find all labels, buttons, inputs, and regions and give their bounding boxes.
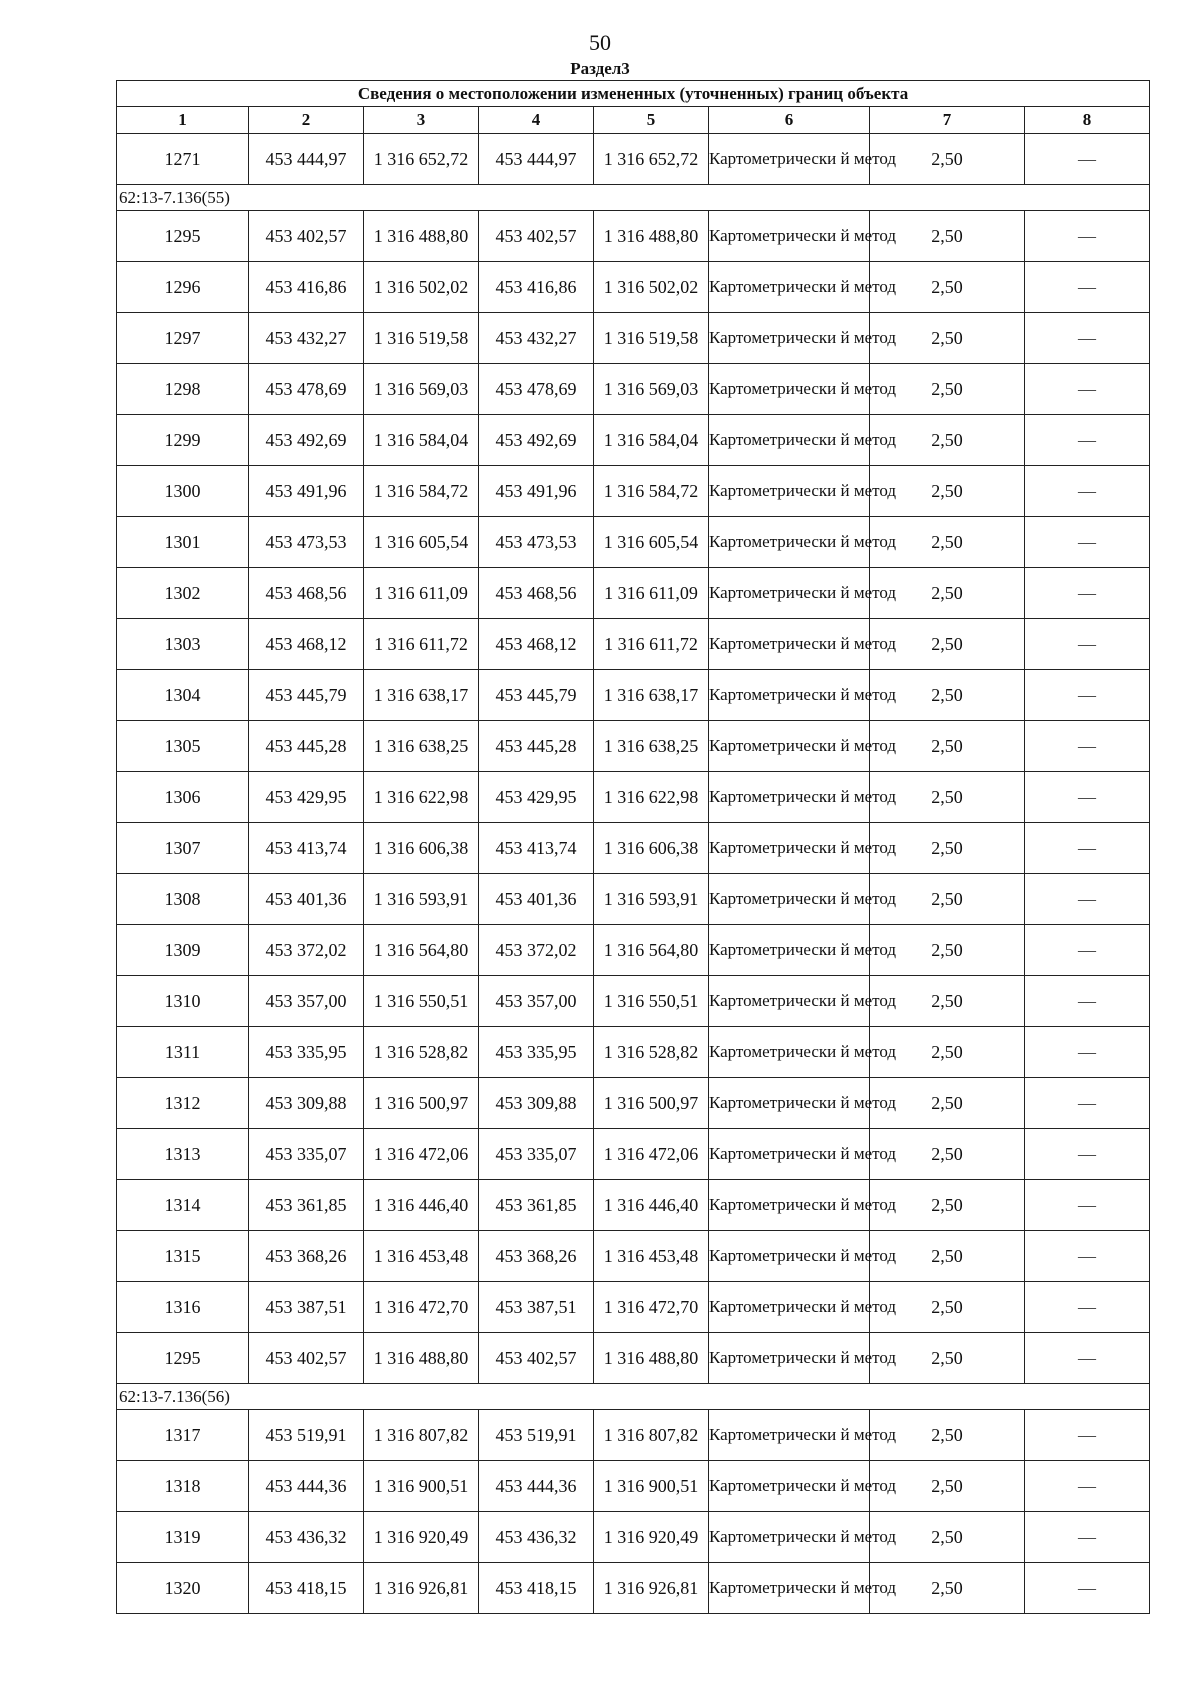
cell-point-number: 1299 bbox=[117, 415, 249, 466]
cell-y-new: 1 316 528,82 bbox=[594, 1027, 709, 1078]
cell-y-new: 1 316 488,80 bbox=[594, 211, 709, 262]
cell-x-new: 453 418,15 bbox=[479, 1563, 594, 1614]
cell-point-number: 1300 bbox=[117, 466, 249, 517]
table-row bbox=[117, 1231, 1150, 1282]
cell-method: Картометрически й метод bbox=[709, 619, 870, 670]
table-row bbox=[117, 415, 1150, 466]
cell-y-existing: 1 316 500,97 bbox=[364, 1078, 479, 1129]
cell-x-existing: 453 361,85 bbox=[249, 1180, 364, 1231]
cell-y-new: 1 316 584,04 bbox=[594, 415, 709, 466]
cell-accuracy: 2,50 bbox=[870, 415, 1025, 466]
cell-note: — bbox=[1025, 1512, 1150, 1563]
table-row bbox=[117, 925, 1150, 976]
cell-note: — bbox=[1025, 925, 1150, 976]
table-title: Сведения о местоположении измененных (уточненных) границ объекта bbox=[117, 81, 1150, 107]
cell-method: Картометрически й метод bbox=[709, 772, 870, 823]
cell-method: Картометрически й метод bbox=[709, 823, 870, 874]
cell-y-new: 1 316 807,82 bbox=[594, 1410, 709, 1461]
group-label-row bbox=[117, 185, 1150, 211]
cell-y-existing: 1 316 606,38 bbox=[364, 823, 479, 874]
cell-note: — bbox=[1025, 1231, 1150, 1282]
cell-x-new: 453 468,56 bbox=[479, 568, 594, 619]
cell-accuracy: 2,50 bbox=[870, 517, 1025, 568]
column-number-1: 1 bbox=[117, 107, 249, 134]
cell-accuracy: 2,50 bbox=[870, 1333, 1025, 1384]
table-row bbox=[117, 1282, 1150, 1333]
cell-y-existing: 1 316 584,72 bbox=[364, 466, 479, 517]
cell-y-existing: 1 316 605,54 bbox=[364, 517, 479, 568]
column-number-8: 8 bbox=[1025, 107, 1150, 134]
cell-y-new: 1 316 605,54 bbox=[594, 517, 709, 568]
cell-y-existing: 1 316 488,80 bbox=[364, 1333, 479, 1384]
table-row bbox=[117, 670, 1150, 721]
cell-y-new: 1 316 606,38 bbox=[594, 823, 709, 874]
cell-y-existing: 1 316 900,51 bbox=[364, 1461, 479, 1512]
table-row bbox=[117, 1180, 1150, 1231]
cell-y-existing: 1 316 593,91 bbox=[364, 874, 479, 925]
cell-note: — bbox=[1025, 1461, 1150, 1512]
cell-accuracy: 2,50 bbox=[870, 134, 1025, 185]
cell-method: Картометрически й метод bbox=[709, 262, 870, 313]
cell-point-number: 1304 bbox=[117, 670, 249, 721]
column-number-7: 7 bbox=[870, 107, 1025, 134]
cell-y-new: 1 316 472,06 bbox=[594, 1129, 709, 1180]
cell-x-new: 453 445,79 bbox=[479, 670, 594, 721]
cell-method: Картометрически й метод bbox=[709, 1027, 870, 1078]
cell-note: — bbox=[1025, 874, 1150, 925]
cell-y-existing: 1 316 564,80 bbox=[364, 925, 479, 976]
cell-method: Картометрически й метод bbox=[709, 925, 870, 976]
cell-method: Картометрически й метод bbox=[709, 1282, 870, 1333]
cell-point-number: 1317 bbox=[117, 1410, 249, 1461]
cell-method: Картометрически й метод bbox=[709, 364, 870, 415]
column-number-2: 2 bbox=[249, 107, 364, 134]
cell-accuracy: 2,50 bbox=[870, 721, 1025, 772]
cell-point-number: 1318 bbox=[117, 1461, 249, 1512]
cell-method: Картометрически й метод bbox=[709, 517, 870, 568]
cell-accuracy: 2,50 bbox=[870, 1461, 1025, 1512]
cell-point-number: 1297 bbox=[117, 313, 249, 364]
cell-x-existing: 453 468,12 bbox=[249, 619, 364, 670]
column-number-6: 6 bbox=[709, 107, 870, 134]
cell-y-existing: 1 316 807,82 bbox=[364, 1410, 479, 1461]
cell-y-existing: 1 316 584,04 bbox=[364, 415, 479, 466]
cell-y-new: 1 316 611,72 bbox=[594, 619, 709, 670]
cell-point-number: 1311 bbox=[117, 1027, 249, 1078]
cell-x-new: 453 444,36 bbox=[479, 1461, 594, 1512]
cell-accuracy: 2,50 bbox=[870, 1129, 1025, 1180]
table-row bbox=[117, 1461, 1150, 1512]
cell-method: Картометрически й метод bbox=[709, 466, 870, 517]
cell-point-number: 1306 bbox=[117, 772, 249, 823]
cell-method: Картометрически й метод bbox=[709, 211, 870, 262]
cell-method: Картометрически й метод bbox=[709, 313, 870, 364]
cell-y-new: 1 316 920,49 bbox=[594, 1512, 709, 1563]
cell-x-new: 453 335,07 bbox=[479, 1129, 594, 1180]
cell-method: Картометрически й метод bbox=[709, 1563, 870, 1614]
cell-note: — bbox=[1025, 619, 1150, 670]
cell-accuracy: 2,50 bbox=[870, 823, 1025, 874]
table-row bbox=[117, 1410, 1150, 1461]
section-label: Раздел3 bbox=[570, 59, 630, 78]
cell-note: — bbox=[1025, 262, 1150, 313]
cell-x-new: 453 444,97 bbox=[479, 134, 594, 185]
cell-x-existing: 453 491,96 bbox=[249, 466, 364, 517]
cell-note: — bbox=[1025, 466, 1150, 517]
cell-y-existing: 1 316 472,06 bbox=[364, 1129, 479, 1180]
cell-x-existing: 453 413,74 bbox=[249, 823, 364, 874]
cell-note: — bbox=[1025, 823, 1150, 874]
cell-y-existing: 1 316 528,82 bbox=[364, 1027, 479, 1078]
cell-x-new: 453 468,12 bbox=[479, 619, 594, 670]
cell-y-existing: 1 316 622,98 bbox=[364, 772, 479, 823]
cell-accuracy: 2,50 bbox=[870, 313, 1025, 364]
cell-y-new: 1 316 502,02 bbox=[594, 262, 709, 313]
cell-point-number: 1302 bbox=[117, 568, 249, 619]
cell-x-existing: 453 444,36 bbox=[249, 1461, 364, 1512]
table-row bbox=[117, 1333, 1150, 1384]
cell-y-new: 1 316 584,72 bbox=[594, 466, 709, 517]
cell-x-new: 453 519,91 bbox=[479, 1410, 594, 1461]
table-row bbox=[117, 1512, 1150, 1563]
table-row bbox=[117, 134, 1150, 185]
cell-x-new: 453 309,88 bbox=[479, 1078, 594, 1129]
cell-y-existing: 1 316 472,70 bbox=[364, 1282, 479, 1333]
table-row bbox=[117, 874, 1150, 925]
cell-accuracy: 2,50 bbox=[870, 1410, 1025, 1461]
cell-x-new: 453 432,27 bbox=[479, 313, 594, 364]
cell-note: — bbox=[1025, 721, 1150, 772]
cell-note: — bbox=[1025, 517, 1150, 568]
cell-point-number: 1296 bbox=[117, 262, 249, 313]
cell-x-existing: 453 418,15 bbox=[249, 1563, 364, 1614]
cell-point-number: 1319 bbox=[117, 1512, 249, 1563]
cell-method: Картометрически й метод bbox=[709, 721, 870, 772]
cell-x-new: 453 372,02 bbox=[479, 925, 594, 976]
cell-x-existing: 453 335,95 bbox=[249, 1027, 364, 1078]
cell-point-number: 1301 bbox=[117, 517, 249, 568]
cell-accuracy: 2,50 bbox=[870, 1027, 1025, 1078]
cell-accuracy: 2,50 bbox=[870, 619, 1025, 670]
cell-method: Картометрически й метод bbox=[709, 976, 870, 1027]
cell-note: — bbox=[1025, 1282, 1150, 1333]
cell-point-number: 1313 bbox=[117, 1129, 249, 1180]
table-row bbox=[117, 823, 1150, 874]
cell-point-number: 1308 bbox=[117, 874, 249, 925]
cell-point-number: 1295 bbox=[117, 211, 249, 262]
cell-x-existing: 453 309,88 bbox=[249, 1078, 364, 1129]
cell-x-new: 453 335,95 bbox=[479, 1027, 594, 1078]
cell-x-new: 453 445,28 bbox=[479, 721, 594, 772]
cell-y-existing: 1 316 488,80 bbox=[364, 211, 479, 262]
table-row bbox=[117, 721, 1150, 772]
table-row bbox=[117, 466, 1150, 517]
cell-y-existing: 1 316 569,03 bbox=[364, 364, 479, 415]
table-row bbox=[117, 517, 1150, 568]
cell-note: — bbox=[1025, 568, 1150, 619]
cell-y-existing: 1 316 611,72 bbox=[364, 619, 479, 670]
cell-x-new: 453 413,74 bbox=[479, 823, 594, 874]
cell-y-new: 1 316 472,70 bbox=[594, 1282, 709, 1333]
cell-note: — bbox=[1025, 211, 1150, 262]
cell-accuracy: 2,50 bbox=[870, 874, 1025, 925]
cell-note: — bbox=[1025, 670, 1150, 721]
cell-y-new: 1 316 446,40 bbox=[594, 1180, 709, 1231]
cell-accuracy: 2,50 bbox=[870, 976, 1025, 1027]
cell-x-existing: 453 357,00 bbox=[249, 976, 364, 1027]
table-row bbox=[117, 568, 1150, 619]
cell-method: Картометрически й метод bbox=[709, 1231, 870, 1282]
cell-point-number: 1316 bbox=[117, 1282, 249, 1333]
cell-x-existing: 453 445,79 bbox=[249, 670, 364, 721]
cell-note: — bbox=[1025, 772, 1150, 823]
table-row bbox=[117, 1563, 1150, 1614]
cell-note: — bbox=[1025, 1563, 1150, 1614]
table-row bbox=[117, 364, 1150, 415]
cell-method: Картометрически й метод bbox=[709, 1512, 870, 1563]
cell-y-new: 1 316 500,97 bbox=[594, 1078, 709, 1129]
cell-x-existing: 453 402,57 bbox=[249, 1333, 364, 1384]
cell-method: Картометрически й метод bbox=[709, 1078, 870, 1129]
cell-y-existing: 1 316 926,81 bbox=[364, 1563, 479, 1614]
table-row bbox=[117, 976, 1150, 1027]
cell-x-existing: 453 335,07 bbox=[249, 1129, 364, 1180]
cell-accuracy: 2,50 bbox=[870, 1282, 1025, 1333]
cell-y-new: 1 316 638,17 bbox=[594, 670, 709, 721]
cell-note: — bbox=[1025, 313, 1150, 364]
cell-y-existing: 1 316 638,17 bbox=[364, 670, 479, 721]
cell-accuracy: 2,50 bbox=[870, 772, 1025, 823]
cell-x-existing: 453 368,26 bbox=[249, 1231, 364, 1282]
cell-y-existing: 1 316 453,48 bbox=[364, 1231, 479, 1282]
cell-y-new: 1 316 519,58 bbox=[594, 313, 709, 364]
cell-x-existing: 453 401,36 bbox=[249, 874, 364, 925]
cell-accuracy: 2,50 bbox=[870, 1078, 1025, 1129]
cell-accuracy: 2,50 bbox=[870, 568, 1025, 619]
cell-accuracy: 2,50 bbox=[870, 211, 1025, 262]
cell-point-number: 1307 bbox=[117, 823, 249, 874]
cell-x-new: 453 473,53 bbox=[479, 517, 594, 568]
cell-method: Картометрически й метод bbox=[709, 1333, 870, 1384]
cell-point-number: 1303 bbox=[117, 619, 249, 670]
cell-x-existing: 453 468,56 bbox=[249, 568, 364, 619]
cell-note: — bbox=[1025, 1078, 1150, 1129]
cell-note: — bbox=[1025, 1027, 1150, 1078]
column-number-5: 5 bbox=[594, 107, 709, 134]
cell-y-existing: 1 316 652,72 bbox=[364, 134, 479, 185]
cell-accuracy: 2,50 bbox=[870, 1563, 1025, 1614]
cell-x-existing: 453 402,57 bbox=[249, 211, 364, 262]
cell-method: Картометрически й метод bbox=[709, 415, 870, 466]
column-number-row bbox=[117, 107, 1150, 134]
cell-note: — bbox=[1025, 976, 1150, 1027]
cell-x-new: 453 429,95 bbox=[479, 772, 594, 823]
cell-x-existing: 453 416,86 bbox=[249, 262, 364, 313]
cell-method: Картометрически й метод bbox=[709, 568, 870, 619]
cell-y-new: 1 316 593,91 bbox=[594, 874, 709, 925]
cell-y-new: 1 316 622,98 bbox=[594, 772, 709, 823]
cell-x-new: 453 478,69 bbox=[479, 364, 594, 415]
cell-y-new: 1 316 550,51 bbox=[594, 976, 709, 1027]
cell-y-new: 1 316 569,03 bbox=[594, 364, 709, 415]
table-row bbox=[117, 619, 1150, 670]
cell-x-new: 453 492,69 bbox=[479, 415, 594, 466]
boundary-coordinates-table bbox=[116, 80, 1150, 1614]
cell-method: Картометрически й метод bbox=[709, 1180, 870, 1231]
cell-accuracy: 2,50 bbox=[870, 1512, 1025, 1563]
cell-y-new: 1 316 652,72 bbox=[594, 134, 709, 185]
cell-accuracy: 2,50 bbox=[870, 466, 1025, 517]
cell-x-existing: 453 445,28 bbox=[249, 721, 364, 772]
cell-y-new: 1 316 453,48 bbox=[594, 1231, 709, 1282]
cell-x-new: 453 357,00 bbox=[479, 976, 594, 1027]
cell-x-existing: 453 429,95 bbox=[249, 772, 364, 823]
cell-method: Картометрически й метод bbox=[709, 134, 870, 185]
cell-point-number: 1309 bbox=[117, 925, 249, 976]
cell-point-number: 1310 bbox=[117, 976, 249, 1027]
cell-y-new: 1 316 611,09 bbox=[594, 568, 709, 619]
cell-note: — bbox=[1025, 1180, 1150, 1231]
page-number: 50 bbox=[589, 30, 611, 55]
group-label: 62:13-7.136(56) bbox=[117, 1384, 1150, 1410]
cell-point-number: 1314 bbox=[117, 1180, 249, 1231]
cell-point-number: 1295 bbox=[117, 1333, 249, 1384]
cell-method: Картометрически й метод bbox=[709, 670, 870, 721]
cell-point-number: 1320 bbox=[117, 1563, 249, 1614]
cell-y-new: 1 316 488,80 bbox=[594, 1333, 709, 1384]
cell-accuracy: 2,50 bbox=[870, 262, 1025, 313]
cell-method: Картометрически й метод bbox=[709, 1410, 870, 1461]
cell-note: — bbox=[1025, 364, 1150, 415]
table-row bbox=[117, 262, 1150, 313]
cell-x-existing: 453 473,53 bbox=[249, 517, 364, 568]
table-row bbox=[117, 211, 1150, 262]
cell-method: Картометрически й метод bbox=[709, 1129, 870, 1180]
cell-x-new: 453 416,86 bbox=[479, 262, 594, 313]
cell-note: — bbox=[1025, 1129, 1150, 1180]
cell-note: — bbox=[1025, 415, 1150, 466]
cell-x-existing: 453 372,02 bbox=[249, 925, 364, 976]
cell-y-new: 1 316 926,81 bbox=[594, 1563, 709, 1614]
cell-point-number: 1271 bbox=[117, 134, 249, 185]
cell-method: Картометрически й метод bbox=[709, 874, 870, 925]
cell-y-existing: 1 316 611,09 bbox=[364, 568, 479, 619]
cell-x-new: 453 402,57 bbox=[479, 211, 594, 262]
group-label: 62:13-7.136(55) bbox=[117, 185, 1150, 211]
cell-y-new: 1 316 564,80 bbox=[594, 925, 709, 976]
cell-note: — bbox=[1025, 1410, 1150, 1461]
cell-method: Картометрически й метод bbox=[709, 1461, 870, 1512]
column-number-3: 3 bbox=[364, 107, 479, 134]
cell-y-existing: 1 316 446,40 bbox=[364, 1180, 479, 1231]
cell-x-new: 453 387,51 bbox=[479, 1282, 594, 1333]
cell-x-new: 453 361,85 bbox=[479, 1180, 594, 1231]
table-row bbox=[117, 1078, 1150, 1129]
table-row bbox=[117, 1027, 1150, 1078]
cell-x-existing: 453 478,69 bbox=[249, 364, 364, 415]
cell-y-existing: 1 316 550,51 bbox=[364, 976, 479, 1027]
cell-x-new: 453 401,36 bbox=[479, 874, 594, 925]
cell-x-existing: 453 492,69 bbox=[249, 415, 364, 466]
cell-note: — bbox=[1025, 1333, 1150, 1384]
cell-accuracy: 2,50 bbox=[870, 1231, 1025, 1282]
cell-x-existing: 453 444,97 bbox=[249, 134, 364, 185]
cell-point-number: 1312 bbox=[117, 1078, 249, 1129]
cell-x-existing: 453 519,91 bbox=[249, 1410, 364, 1461]
cell-point-number: 1305 bbox=[117, 721, 249, 772]
table-row bbox=[117, 1129, 1150, 1180]
cell-point-number: 1315 bbox=[117, 1231, 249, 1282]
table-row bbox=[117, 772, 1150, 823]
cell-note: — bbox=[1025, 134, 1150, 185]
cell-y-new: 1 316 638,25 bbox=[594, 721, 709, 772]
table-body bbox=[117, 134, 1150, 1614]
cell-y-existing: 1 316 638,25 bbox=[364, 721, 479, 772]
column-number-4: 4 bbox=[479, 107, 594, 134]
cell-y-existing: 1 316 920,49 bbox=[364, 1512, 479, 1563]
cell-accuracy: 2,50 bbox=[870, 364, 1025, 415]
cell-y-existing: 1 316 502,02 bbox=[364, 262, 479, 313]
cell-accuracy: 2,50 bbox=[870, 1180, 1025, 1231]
group-label-row bbox=[117, 1384, 1150, 1410]
cell-x-new: 453 368,26 bbox=[479, 1231, 594, 1282]
cell-y-new: 1 316 900,51 bbox=[594, 1461, 709, 1512]
cell-y-existing: 1 316 519,58 bbox=[364, 313, 479, 364]
cell-point-number: 1298 bbox=[117, 364, 249, 415]
cell-accuracy: 2,50 bbox=[870, 925, 1025, 976]
cell-accuracy: 2,50 bbox=[870, 670, 1025, 721]
cell-x-existing: 453 387,51 bbox=[249, 1282, 364, 1333]
cell-x-new: 453 402,57 bbox=[479, 1333, 594, 1384]
cell-x-existing: 453 436,32 bbox=[249, 1512, 364, 1563]
table-row bbox=[117, 313, 1150, 364]
cell-x-existing: 453 432,27 bbox=[249, 313, 364, 364]
cell-x-new: 453 436,32 bbox=[479, 1512, 594, 1563]
cell-x-new: 453 491,96 bbox=[479, 466, 594, 517]
